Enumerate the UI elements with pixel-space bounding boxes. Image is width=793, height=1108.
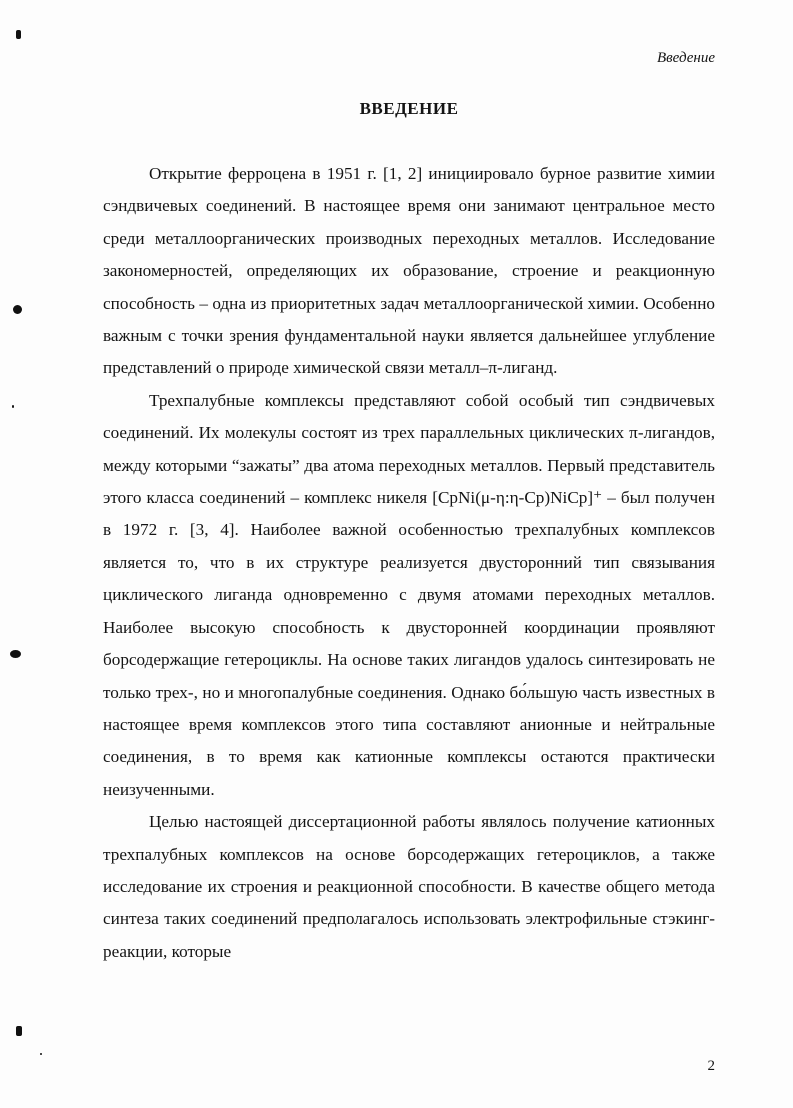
running-header: Введение xyxy=(657,50,715,66)
scan-speck xyxy=(16,30,21,39)
scan-speck xyxy=(16,1026,22,1036)
scan-speck xyxy=(10,650,21,658)
paragraph-1: Открытие ферроцена в 1951 г. [1, 2] инициировало бурное развитие химии сэндвичевых соединений. В настоящее время они занимают центральное место среди металлоорганических производных переходных металлов. Исследование закономерностей, определяющих их образование, строение и реакционную способность – одна из приоритетных задач металлоорганической химии. Особенно важным с точки зрения фундаментальной науки является дальнейшее углубление представлений о природе химической связи металл–π-лиганд. xyxy=(103,164,715,378)
page-number: 2 xyxy=(707,1058,715,1074)
scan-speck xyxy=(12,405,14,408)
page-title: ВВЕДЕНИЕ xyxy=(359,99,459,118)
scan-speck xyxy=(40,1053,42,1055)
paragraph-2: Трехпалубные комплексы представляют собой особый тип сэндвичевых соединений. Их молекулы состоят из трех параллельных циклических π-лигандов, между которыми “зажаты” два атома переходных металлов. Первый представитель этого класса соединений – комплекс никеля [CpNi(μ-η:η-Cp)NiCp]⁺ – был получен в 1972 г. [3, 4]. Наиболее важной особенностью трехпалубных комплексов является то, что в их структуре реализуется двусторонний тип связывания циклического лиганда одновременно с двумя атомами переходных металлов. Наиболее высокую способность к двусторонней координации проявляют борсодержащие гетероциклы. На основе таких лигандов удалось синтезировать не только трех-, но и многопалубные соединения. Однако бо́льшую часть известных в настоящее время комплексов этого типа составляют анионные и нейтральные соединения, в то время как катионные комплексы остаются практически неизученными. xyxy=(103,390,715,799)
scan-speck xyxy=(13,305,22,314)
body-text xyxy=(103,158,715,968)
paragraph-3: Целью настоящей диссертационной работы являлось получение катионных трехпалубных комплексов на основе борсодержащих гетероциклов, а также исследование их строения и реакционной способности. В качестве общего метода синтеза таких соединений предполагалось использовать электрофильные стэкинг-реакции, которые xyxy=(103,812,715,961)
